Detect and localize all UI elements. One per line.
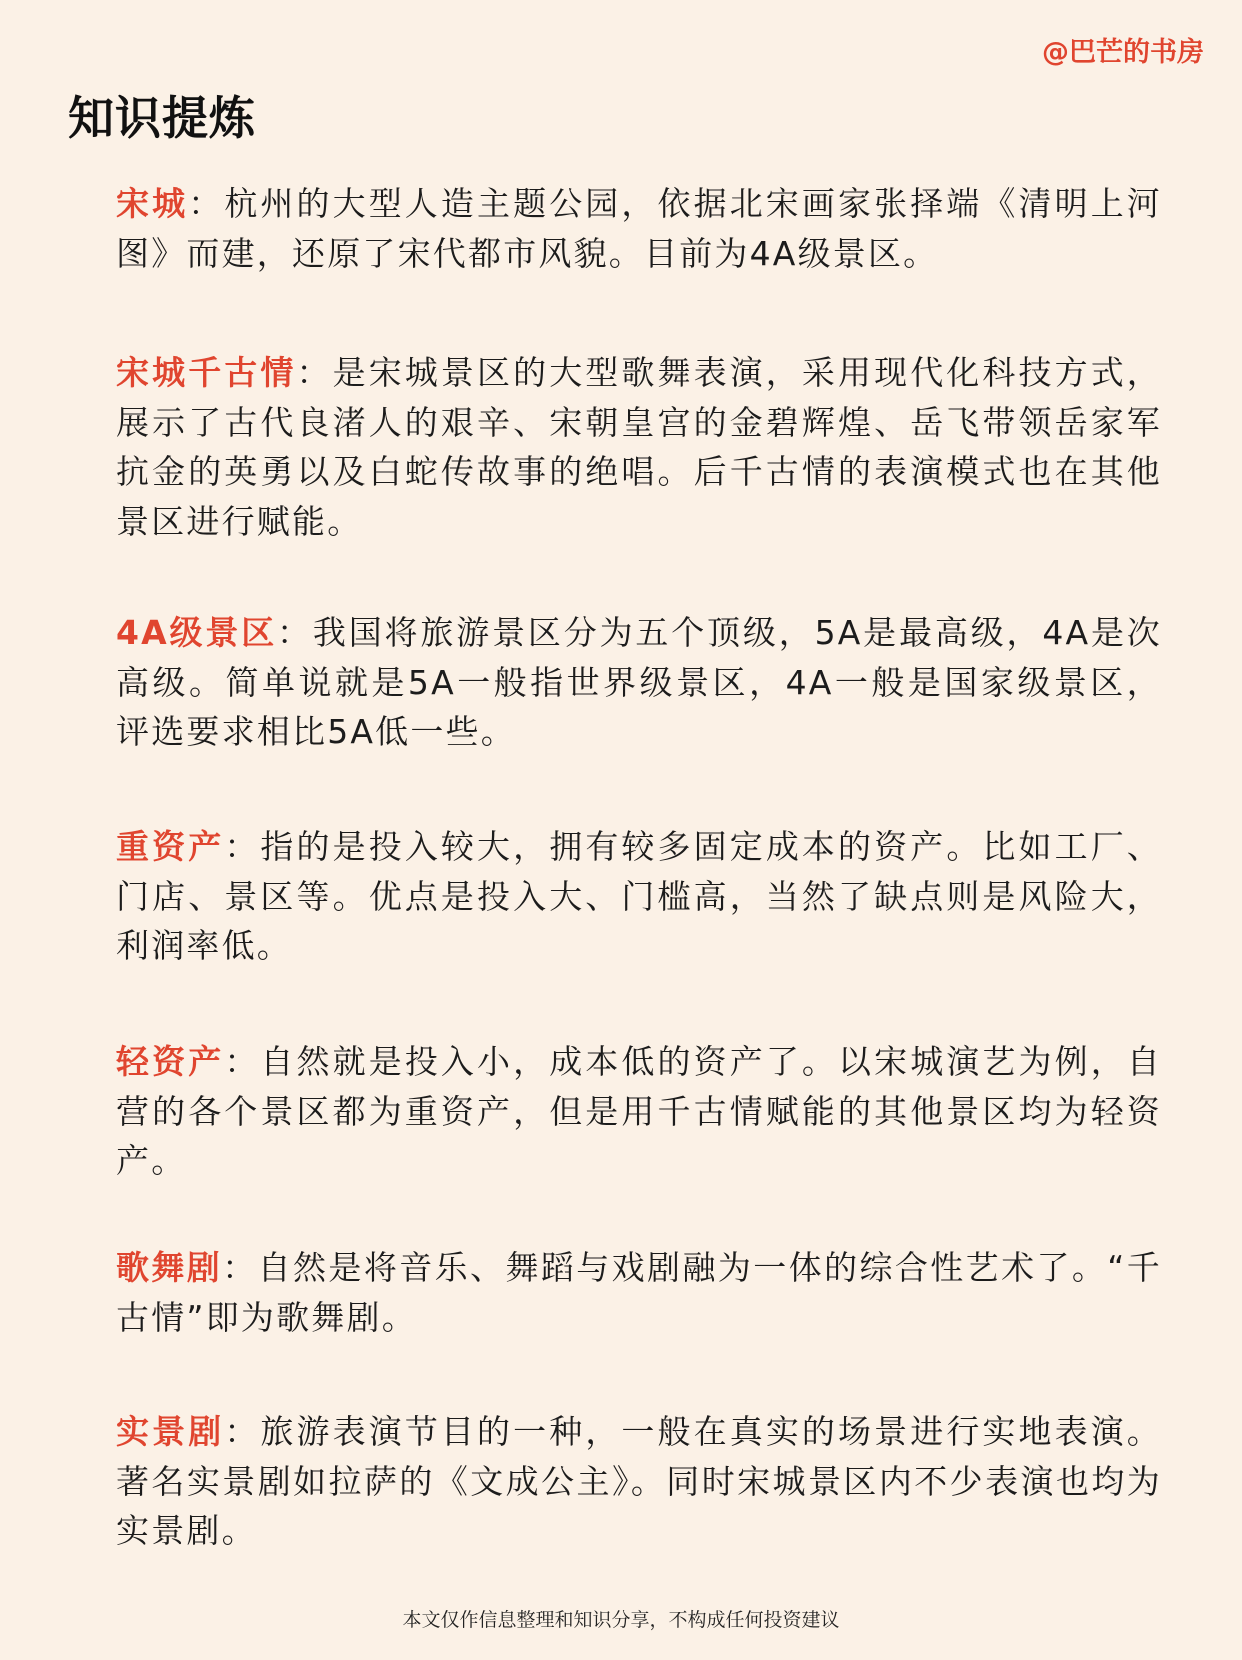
term: 歌舞剧 — [116, 1248, 223, 1287]
definition: 旅游表演节目的一种，一般在真实的场景进行实地表演。著名实景剧如拉萨的《文成公主》。同时宋城景区内不少表演也均为实景剧。 — [116, 1412, 1163, 1550]
glossary-item-live-show — [116, 1407, 1162, 1556]
glossary-item-qianguqing — [116, 348, 1162, 546]
separator: ： — [224, 1412, 261, 1451]
page-title: 知识提炼 — [68, 91, 256, 145]
author-watermark: @巴芒的书房 — [1042, 37, 1204, 68]
definition: 杭州的大型人造主题公园，依据北宋画家张择端《清明上河图》而建，还原了宋代都市风貌。目前为4A级景区。 — [116, 184, 1163, 273]
separator: ： — [222, 1248, 258, 1287]
disclaimer: 本文仅作信息整理和知识分享，不构成任何投资建议 — [402, 1609, 840, 1631]
term: 4A级景区 — [116, 613, 278, 652]
term: 重资产 — [116, 827, 225, 866]
glossary-item-songcheng — [116, 179, 1162, 278]
term: 实景剧 — [116, 1412, 225, 1451]
glossary-item-musical — [116, 1243, 1162, 1342]
separator: ： — [224, 827, 261, 866]
separator: ： — [188, 184, 225, 223]
separator: ： — [277, 613, 313, 652]
term: 轻资产 — [116, 1042, 225, 1081]
definition: 是宋城景区的大型歌舞表演，采用现代化科技方式，展示了古代良渚人的艰辛、宋朝皇宫的金碧辉煌、岳飞带领岳家军抗金的英勇以及白蛇传故事的绝唱。后千古情的表演模式也在其他景区进行赋能。 — [116, 353, 1162, 541]
definition: 指的是投入较大，拥有较多固定成本的资产。比如工厂、门店、景区等。优点是投入大、门槛高，当然了缺点则是风险大，利润率低。 — [116, 827, 1163, 965]
definition: 自然就是投入小，成本低的资产了。以宋城演艺为例，自营的各个景区都为重资产，但是用千古情赋能的其他景区均为轻资产。 — [116, 1042, 1163, 1180]
glossary-item-light-asset — [116, 1037, 1162, 1186]
separator: ： — [296, 353, 333, 392]
separator: ： — [224, 1042, 261, 1081]
definition: 自然是将音乐、舞蹈与戏剧融为一体的综合性艺术了。“千古情”即为歌舞剧。 — [116, 1248, 1162, 1337]
glossary-item-4a — [116, 608, 1162, 757]
term: 宋城 — [116, 184, 189, 223]
term: 宋城千古情 — [116, 353, 297, 392]
glossary-item-heavy-asset — [116, 822, 1162, 971]
definition: 我国将旅游景区分为五个顶级，5A是最高级，4A是次高级。简单说就是5A一般指世界级景区，4A一般是国家级景区，评选要求相比5A低一些。 — [116, 613, 1162, 751]
